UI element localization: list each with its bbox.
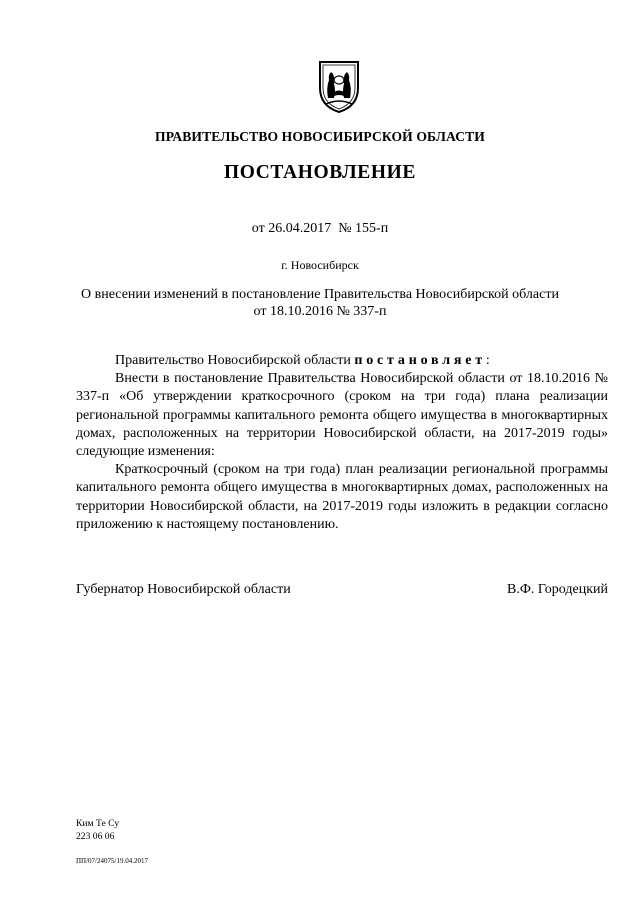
preamble-colon: : — [485, 353, 490, 368]
footer-code: ПП/07/24075/19.04.2017 — [76, 857, 148, 865]
executor-block — [76, 818, 119, 843]
date-number-line — [0, 221, 640, 237]
document-date: от 26.04.2017 — [251, 221, 332, 236]
signatory-name: В.Ф. Городецкий — [507, 582, 608, 597]
subject-line-2: от 18.10.2016 № 337-п — [253, 304, 387, 319]
paragraph-2: Краткосрочный (сроком на три года) план реализации региональной программы капитального ремонта общего имущества в многоквартирных домах, расположенных на территории Новосибирской области, на 2017-2019 годы изложить в редакции согласно приложению к настоящему постановлению. — [76, 462, 608, 532]
document-type: ПОСТАНОВЛЕНИЕ — [223, 162, 417, 183]
government-title: ПРАВИТЕЛЬСТВО НОВОСИБИРСКОЙ ОБЛАСТИ — [155, 129, 485, 144]
subject-line-1: О внесении изменений в постановление Правительства Новосибирской области — [81, 287, 559, 302]
executor-phone: 223 06 06 — [76, 830, 115, 842]
document-number: № 155-п — [338, 221, 389, 236]
preamble — [76, 352, 608, 370]
document-body — [76, 352, 608, 534]
preamble-prefix: Правительство Новосибирской области — [115, 353, 355, 368]
city: г. Новосибирск — [281, 258, 359, 272]
coat-of-arms-icon — [316, 58, 362, 114]
paragraph-1: Внести в постановление Правительства Новосибирской области от 18.10.2016 № 337-п «Об утверждении краткосрочного (сроком на три года) плана реализации региональной программы капитального ремонта общего имущества в многоквартирных домах, расположенных на территории Новосибирской области, на 2017-2019 годы» следующие изменения: — [76, 371, 608, 460]
preamble-verb: постановляет — [354, 353, 486, 368]
signatory-position: Губернатор Новосибирской области — [76, 582, 291, 597]
executor-name: Ким Те Су — [76, 818, 120, 829]
document-subject — [0, 286, 640, 320]
